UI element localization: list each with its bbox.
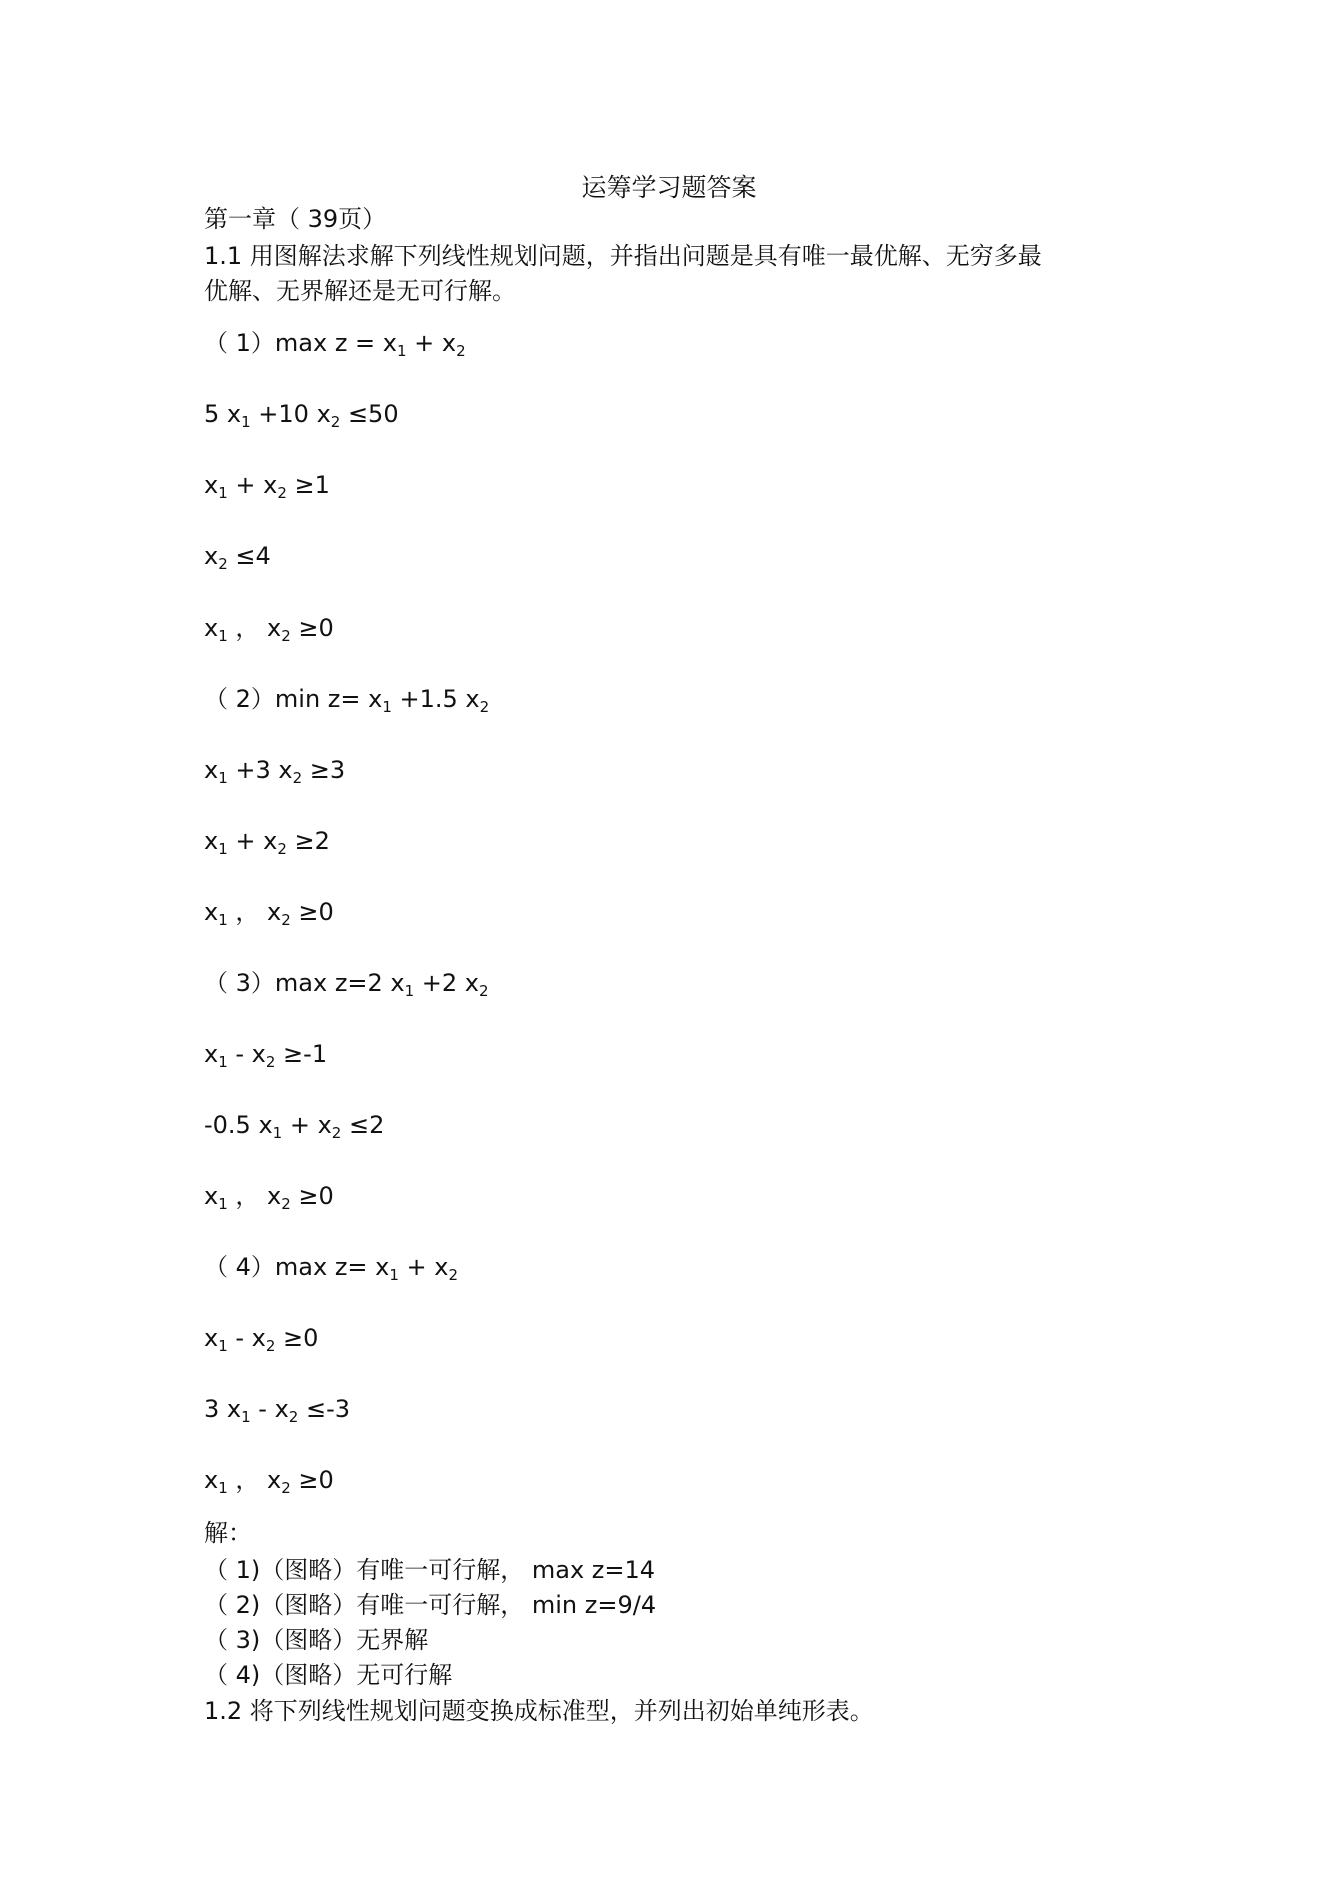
problem-1-1-statement-line2: 优解、无界解还是无可行解。: [204, 277, 516, 305]
part-4-constraint-2: 3 $x_1 - x_2 \le-3$: [204, 1395, 350, 1426]
part-3-constraint-2: -0.5 $x_1 + x_2 \le 2$: [204, 1111, 385, 1142]
part-2-constraint-3: $x_1$ ， $x_2 \ge 0$: [204, 898, 334, 929]
solution-label: 解：: [204, 1519, 252, 1547]
problem-1-2-statement: 1.2 将下列线性规划问题变换成标准型，并列出初始单纯形表。: [204, 1697, 874, 1725]
part-1-constraint-2: $x_1 + x_2 \ge 1$: [204, 471, 330, 502]
part-2-objective: （ 2）min $z= x_1 +1.5$ $x_2$: [204, 685, 490, 716]
part-3-objective: （ 3）max z=2 $x_1 +2$ $x_2$: [204, 969, 489, 1000]
solution-answer-2: （ 2)（图略）有唯一可行解， min z=9/4: [204, 1591, 657, 1619]
part-4-constraint-1: $x_1 - x_2 \ge 0$: [204, 1324, 319, 1355]
part-1-constraint-4: $x_1$ ， $x_2 \ge 0$: [204, 614, 334, 645]
problem-1-1-statement-line1: 1.1 用图解法求解下列线性规划问题，并指出问题是具有唯一最优解、无穷多最: [204, 242, 1042, 270]
document-title: 运筹学习题答案: [581, 173, 757, 202]
part-4-constraint-3: $x_1$ ， $x_2 \ge 0$: [204, 1466, 334, 1497]
part-2-constraint-2: $x_1 + x_2 \ge 2$: [204, 827, 330, 858]
solution-answer-4: （ 4)（图略）无可行解: [204, 1661, 453, 1689]
part-3-constraint-1: $x_1 - x_2 \ge-1$: [204, 1040, 328, 1071]
part-1-objective: （ 1）max $z = x_1 + x_2$: [204, 329, 466, 360]
solution-answer-1: （ 1)（图略）有唯一可行解， max z=14: [204, 1556, 656, 1584]
part-1-constraint-3: $x_2 \le 4$: [204, 542, 271, 573]
part-3-constraint-3: $x_1$ ， $x_2 \ge 0$: [204, 1182, 334, 1213]
part-2-constraint-1: $x_1 +3$ $x_2 \ge 3$: [204, 756, 346, 787]
solution-answer-3: （ 3)（图略）无界解: [204, 1626, 429, 1654]
part-1-constraint-1: 5 $x_1 +10$ $x_2 \le 50$: [204, 400, 399, 431]
part-4-objective: （ 4）max $z= x_1 + x_2$: [204, 1253, 459, 1284]
chapter-heading: 第一章（ 39页）: [204, 205, 387, 233]
